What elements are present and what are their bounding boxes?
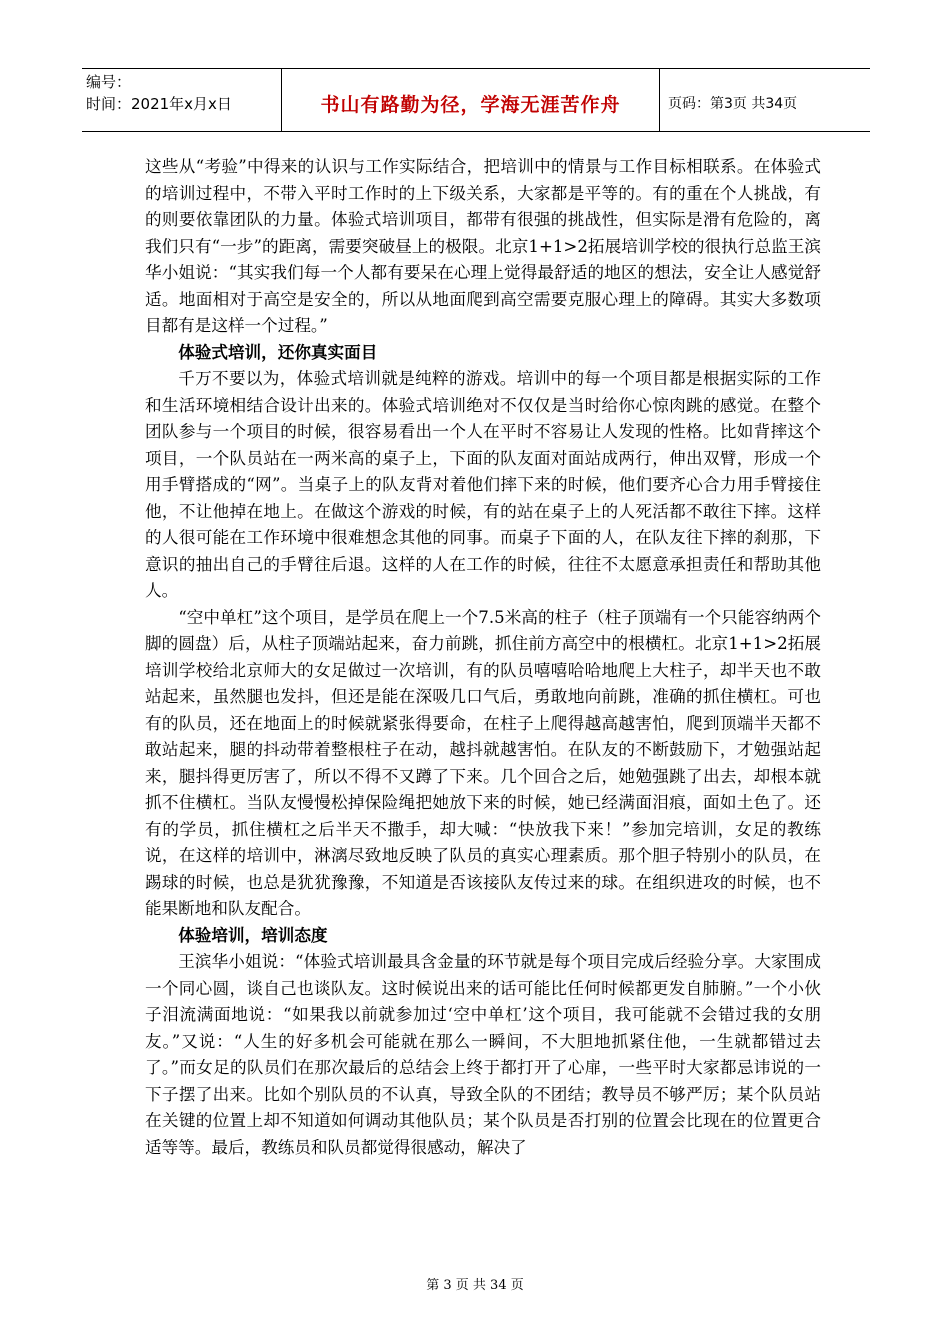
page-footer: 第 3 页 共 34 页 bbox=[426, 1278, 524, 1293]
paragraph-4: 王滨华小姐说：“体验式培训最具含金量的环节就是每个项目完成后经验分享。大家围成一个同心圆，谈自己也谈队友。这时候说出来的话可能比任何时候都更发自肺腑。”一个小伙子泪流满面地说：“如果我以前就参加过‘空中单杠’这个项目，我可能就不会错过我的女朋友。”又说：“人生的好多机会可能就在那么一瞬间，不大胆地抓紧住他，一生就都错过去了。”而女足的队员们在那次最后的总结会上终于都打开了心扉，一些平时大家都忌讳说的一下子摆了出来。比如个别队员的不认真，导致全队的不团结；教导员不够严厉；某个队员站在关键的位置上却不知道如何调动其他队员；某个队员是否打别的位置会比现在的位置更合适等等。最后，教练员和队员都觉得很感动，解决了 bbox=[145, 952, 821, 1157]
section-heading-attitude: 体验培训，培训态度 bbox=[178, 925, 328, 945]
header-motto: 书山有路勤为径，学海无涯苦作舟 bbox=[320, 93, 621, 116]
document-body bbox=[145, 154, 821, 1161]
paragraph-3: “空中单杠”这个项目，是学员在爬上一个7.5米高的柱子（柱子顶端有一个只能容纳两个脚的圆盘）后，从柱子顶端站起来，奋力前跳，抓住前方高空中的根横杠。北京1+1>2拓展培训学校给北京师大的女足做过一次培训，有的队员嘻嘻哈哈地爬上大柱子，却半天也不敢站起来，虽然腿也发抖，但还是能在深吸几口气后，勇敢地向前跳，准确的抓住横杠。可也有的队员，还在地面上的时候就紧张得要命，在柱子上爬得越高越害怕，爬到顶端半天都不敢站起来，腿的抖动带着整根柱子在动，越抖就越害怕。在队友的不断鼓励下，才勉强站起来，腿抖得更厉害了，所以不得不又蹲了下来。几个回合之后，她勉强跳了出去，却根本就抓不住横杠。当队友慢慢松掉保险绳把她放下来的时候，她已经满面泪痕，面如土色了。还有的学员，抓住横杠之后半天不撒手，却大喊：“快放我下来！”参加完培训，女足的教练说，在这样的培训中，淋漓尽致地反映了队员的真实心理素质。那个胆子特别小的队员，在踢球的时候，也总是犹犹豫豫，不知道是否该接队友传过来的球。在组织进攻的时候，也不能果断地和队友配合。 bbox=[145, 607, 821, 918]
page-header bbox=[82, 68, 870, 132]
header-meta bbox=[82, 69, 282, 131]
header-motto-cell bbox=[282, 69, 660, 131]
header-page-info: 页码：第3页 共34页 bbox=[668, 96, 798, 112]
paragraph-2: 千万不要以为，体验式培训就是纯粹的游戏。培训中的每一个项目都是根据实际的工作和生活环境相结合设计出来的。体验式培训绝对不仅仅是当时给你心惊肉跳的感觉。在整个团队参与一个项目的时候，很容易看出一个人在平时不容易让人发现的性格。比如背摔这个项目，一个队员站在一两米高的桌子上，下面的队友面对面站成两行，伸出双臂，形成一个用手臂搭成的“网”。当桌子上的队友背对着他们摔下来的时候，他们要齐心合力用手臂接住他，不让他掉在地上。在做这个游戏的时候，有的站在桌子上的人死活都不敢往下摔。这样的人很可能在工作环境中很难想念其他的同事。而桌子下面的人，在队友往下摔的刹那，下意识的抽出自己的手臂往后退。这样的人在工作的时候，往往不太愿意承担责任和帮助其他人。 bbox=[145, 369, 821, 600]
section-heading-real-self: 体验式培训，还你真实面目 bbox=[178, 342, 378, 362]
document-time-label: 时间：2021年x月x日 bbox=[86, 95, 232, 113]
paragraph-1: 这些从“考验”中得来的认识与工作实际结合，把培训中的情景与工作目标相联系。在体验式的培训过程中，不带入平时工作时的上下级关系，大家都是平等的。有的重在个人挑战，有的则要依靠团队的力量。体验式培训项目，都带有很强的挑战性，但实际是滑有危险的，离我们只有“一步”的距离，需要突破昼上的极限。北京1+1>2拓展培训学校的很执行总监王滨华小姐说：“其实我们每一个人都有要呆在心理上觉得最舒适的地区的想法，安全让人感觉舒适。地面相对于高空是安全的，所以从地面爬到高空需要克服心理上的障碍。其实大多数项目都有是这样一个过程。” bbox=[145, 157, 821, 335]
document-number-label: 编号： bbox=[86, 73, 132, 91]
